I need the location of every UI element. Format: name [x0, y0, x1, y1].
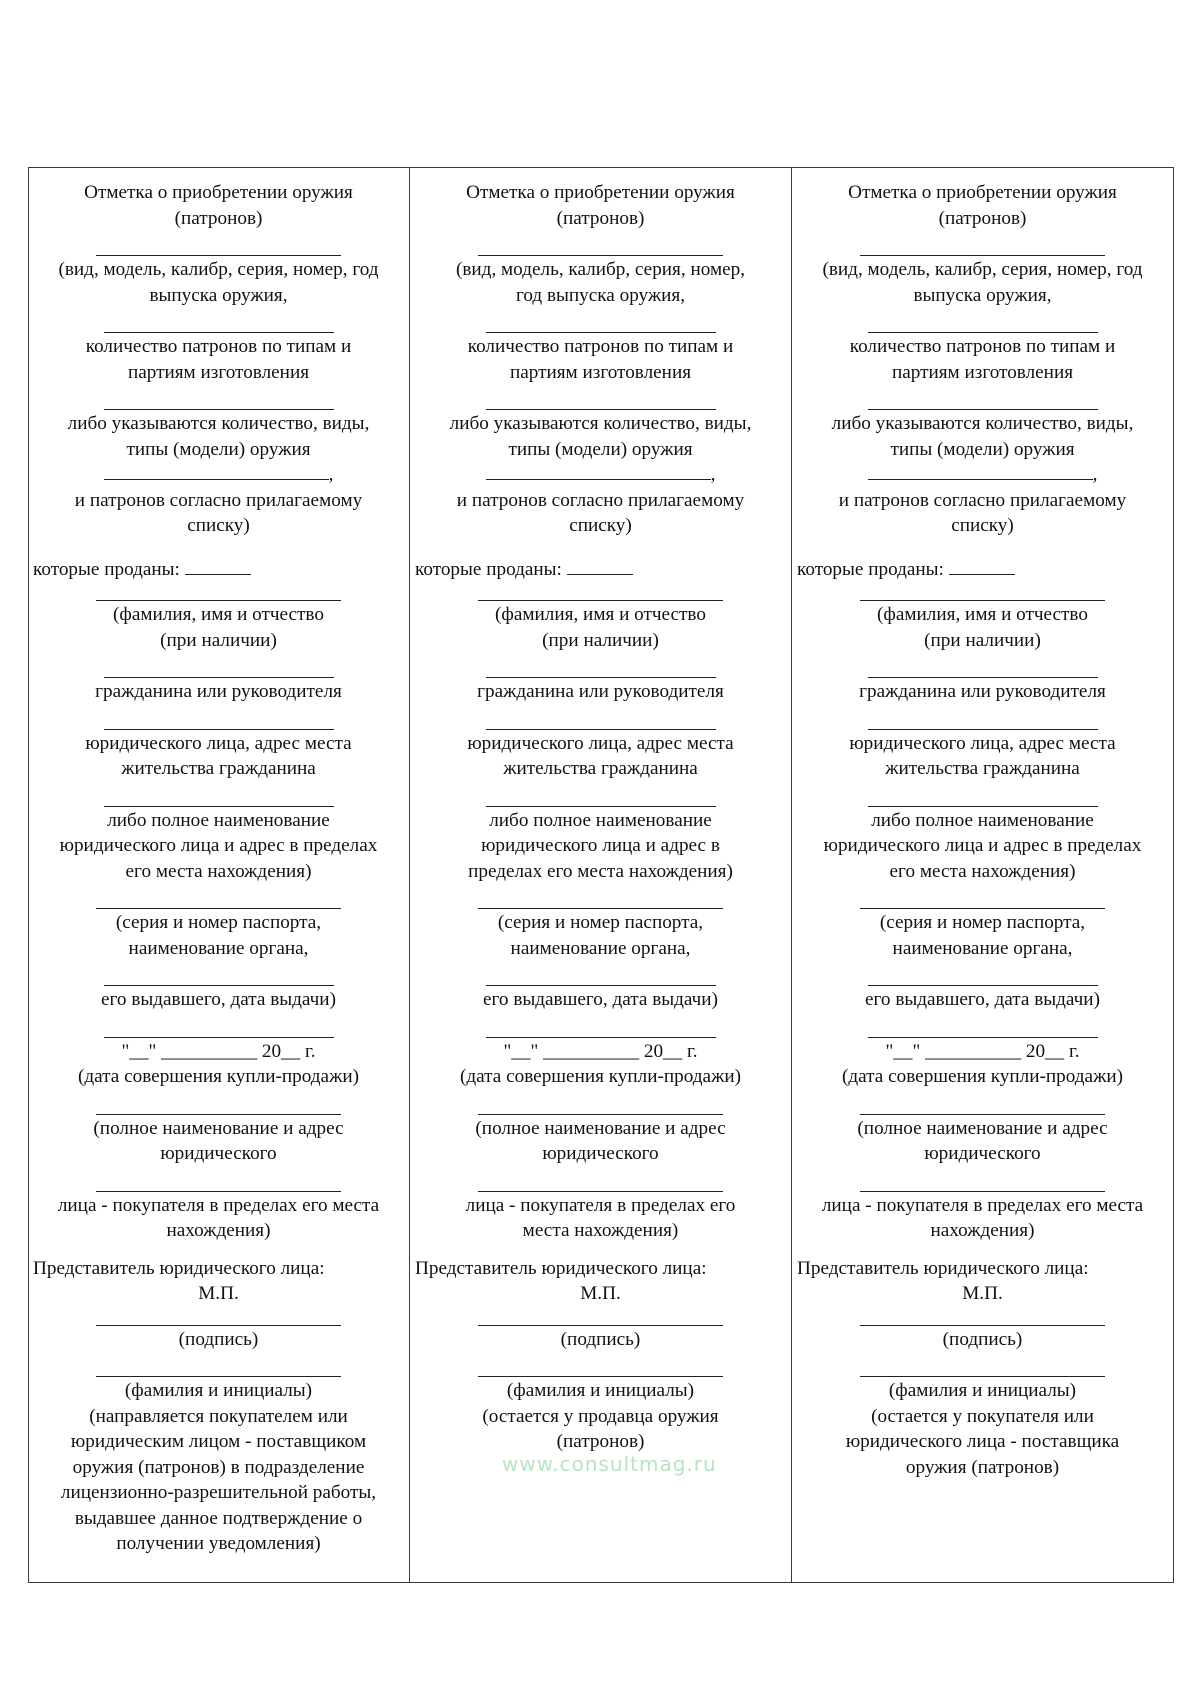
- seal-label: М.П.: [198, 1283, 239, 1304]
- blank-line: [104, 665, 334, 678]
- passport-caption: (серия и номер паспорта, наименование органа,: [879, 912, 1086, 959]
- citizen-caption: гражданина или руководителя: [859, 681, 1106, 702]
- blank-line: [104, 320, 334, 333]
- types-caption: либо указываются количество, виды, типы (модели) оружия: [449, 413, 752, 460]
- blank-line: [478, 243, 723, 256]
- blank-line: [478, 1179, 723, 1192]
- fullname-caption: либо полное наименование юридического лица и адрес в пределах его места нахождения): [468, 809, 733, 882]
- seal-label: М.П.: [962, 1283, 1003, 1304]
- header: Отметка о приобретении оружия (патронов): [84, 182, 353, 229]
- blank-line: [860, 243, 1105, 256]
- fullname-caption: либо полное наименование юридического лица и адрес в пределах его места нахождения): [59, 809, 378, 882]
- citizen-caption: гражданина или руководителя: [95, 681, 342, 702]
- blank-line: [486, 717, 716, 730]
- types-caption: либо указываются количество, виды, типы (модели) оружия: [67, 413, 370, 460]
- fio-caption: (фамилия, имя и отчество (при наличии): [877, 604, 1088, 651]
- buyer-caption: (полное наименование и адрес юридического: [857, 1117, 1108, 1164]
- blank-line: [486, 665, 716, 678]
- blank-line: [868, 665, 1098, 678]
- blank-line: [860, 588, 1105, 601]
- list-caption: и патронов согласно прилагаемому списку): [838, 489, 1127, 536]
- sold-label: которые проданы:: [415, 557, 786, 583]
- legal-caption: юридического лица, адрес места жительства гражданина: [467, 732, 734, 779]
- header: Отметка о приобретении оружия (патронов): [848, 182, 1117, 229]
- blank-line: [104, 717, 334, 730]
- comma-line: ,: [797, 462, 1168, 488]
- buyer-caption-2: лица - покупателя в пределах его места нахождения): [57, 1194, 380, 1241]
- blank-line: [96, 1364, 341, 1377]
- blank-line: [478, 588, 723, 601]
- sold-label: которые проданы:: [797, 557, 1168, 583]
- blank-line: [104, 397, 334, 410]
- signature-caption: (подпись): [178, 1328, 259, 1350]
- header: Отметка о приобретении оружия (патронов): [466, 182, 735, 229]
- blank-line: [96, 1179, 341, 1192]
- types-caption: либо указываются количество, виды, типы (модели) оружия: [831, 413, 1134, 460]
- blank-line: [486, 794, 716, 807]
- signature-caption: (подпись): [942, 1328, 1023, 1350]
- form-column-1: [29, 168, 409, 1582]
- blank-line: [868, 320, 1098, 333]
- buyer-caption: (полное наименование и адрес юридического: [93, 1117, 344, 1164]
- watermark: www.consultmag.ru: [502, 1452, 717, 1476]
- form-column-3: [791, 168, 1173, 1582]
- legal-caption: юридического лица, адрес места жительства гражданина: [849, 732, 1116, 779]
- blank-line: [486, 1025, 716, 1038]
- note-block: (фамилия и инициалы) (остается у покупателя или юридического лица - поставщика оружия (патронов): [845, 1380, 1120, 1478]
- signature-caption: (подпись): [560, 1328, 641, 1350]
- form-column-2: [409, 168, 791, 1582]
- cartridges-caption: количество патронов по типам и партиям изготовления: [85, 336, 352, 383]
- form-table: [28, 167, 1174, 1583]
- seal-label: М.П.: [580, 1283, 621, 1304]
- buyer-caption-2: лица - покупателя в пределах его места нахождения): [821, 1194, 1144, 1241]
- list-caption: и патронов согласно прилагаемому списку): [456, 489, 745, 536]
- buyer-caption: (полное наименование и адрес юридического: [475, 1117, 726, 1164]
- blank-line: [868, 973, 1098, 986]
- signature-line: [478, 1313, 723, 1326]
- fio-caption: (фамилия, имя и отчество (при наличии): [113, 604, 324, 651]
- blank-line: [860, 1102, 1105, 1115]
- buyer-caption-2: лица - покупателя в пределах его места нахождения): [465, 1194, 736, 1241]
- weapon-caption: (вид, модель, калибр, серия, номер, год выпуска оружия,: [58, 259, 379, 306]
- citizen-caption: гражданина или руководителя: [477, 681, 724, 702]
- cartridges-caption: количество патронов по типам и партиям изготовления: [467, 336, 734, 383]
- issued-caption: его выдавшего, дата выдачи): [865, 989, 1100, 1010]
- blank-line: [486, 320, 716, 333]
- fullname-caption: либо полное наименование юридического лица и адрес в пределах его места нахождения): [823, 809, 1142, 882]
- blank-line: [96, 1102, 341, 1115]
- note-block: (фамилия и инициалы) (направляется покупателем или юридическим лицом - поставщиком оружия (патронов) в подразделение лицензионно-разрешительной работы, выдавшее данное подтверждение о получении уведомления): [60, 1380, 377, 1554]
- sold-label: которые проданы:: [33, 557, 404, 583]
- blank-line: [868, 397, 1098, 410]
- legal-caption: юридического лица, адрес места жительства гражданина: [85, 732, 352, 779]
- weapon-caption: (вид, модель, калибр, серия, номер, год выпуска оружия,: [822, 259, 1143, 306]
- date-block: "__" __________ 20__ г. (дата совершения купли-продажи): [842, 1040, 1123, 1087]
- blank-line: [486, 973, 716, 986]
- representative-label: Представитель юридического лица:: [797, 1257, 1089, 1279]
- blank-line: [868, 794, 1098, 807]
- issued-caption: его выдавшего, дата выдачи): [483, 989, 718, 1010]
- passport-caption: (серия и номер паспорта, наименование органа,: [115, 912, 322, 959]
- date-block: "__" __________ 20__ г. (дата совершения купли-продажи): [78, 1040, 359, 1087]
- blank-line: [104, 1025, 334, 1038]
- blank-line: [868, 1025, 1098, 1038]
- blank-line: [860, 896, 1105, 909]
- blank-line: [868, 717, 1098, 730]
- representative-label: Представитель юридического лица:: [415, 1257, 707, 1279]
- representative-label: Представитель юридического лица:: [33, 1257, 325, 1279]
- blank-line: [486, 397, 716, 410]
- passport-caption: (серия и номер паспорта, наименование органа,: [497, 912, 704, 959]
- blank-line: [96, 588, 341, 601]
- note-block: (фамилия и инициалы) (остается у продавца оружия (патронов): [482, 1380, 719, 1452]
- blank-line: [860, 1364, 1105, 1377]
- issued-caption: его выдавшего, дата выдачи): [101, 989, 336, 1010]
- signature-line: [96, 1313, 341, 1326]
- weapon-caption: (вид, модель, калибр, серия, номер, год выпуска оружия,: [455, 259, 746, 306]
- blank-line: [860, 1179, 1105, 1192]
- list-caption: и патронов согласно прилагаемому списку): [74, 489, 363, 536]
- blank-line: [96, 243, 341, 256]
- signature-line: [860, 1313, 1105, 1326]
- comma-line: ,: [33, 462, 404, 488]
- blank-line: [104, 794, 334, 807]
- blank-line: [478, 1364, 723, 1377]
- blank-line: [478, 896, 723, 909]
- blank-line: [104, 973, 334, 986]
- cartridges-caption: количество патронов по типам и партиям изготовления: [849, 336, 1116, 383]
- blank-line: [478, 1102, 723, 1115]
- blank-line: [96, 896, 341, 909]
- date-block: "__" __________ 20__ г. (дата совершения купли-продажи): [460, 1040, 741, 1087]
- comma-line: ,: [415, 462, 786, 488]
- fio-caption: (фамилия, имя и отчество (при наличии): [495, 604, 706, 651]
